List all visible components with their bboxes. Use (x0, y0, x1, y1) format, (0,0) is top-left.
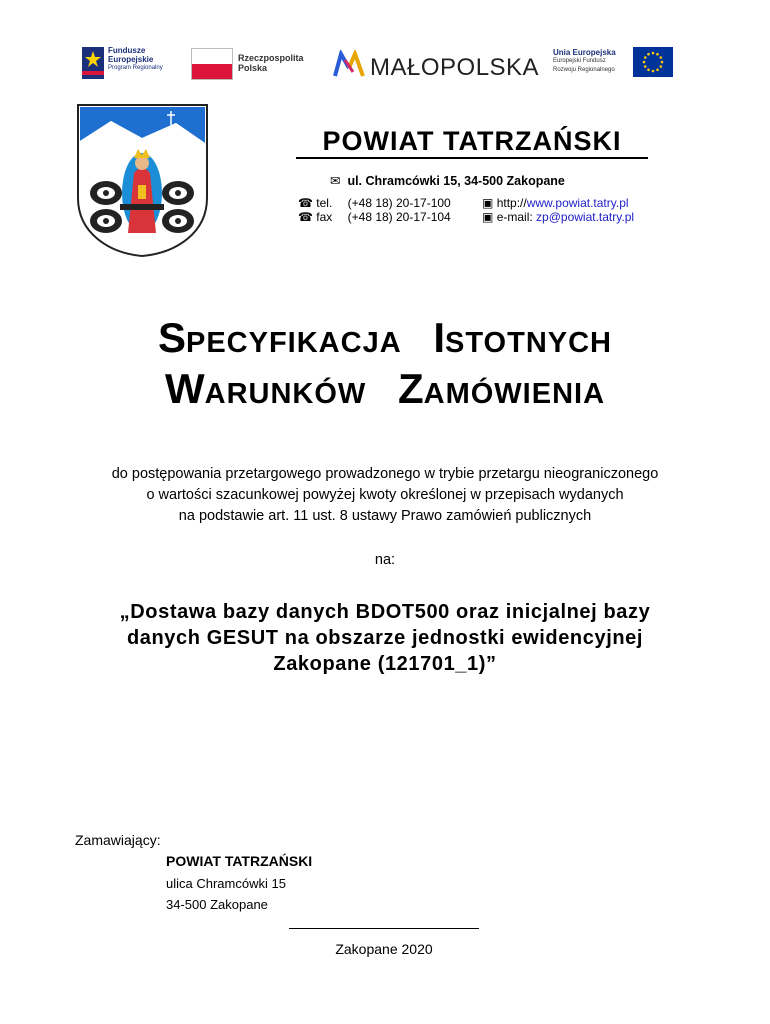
address-text: ul. Chramcówki 15, 34-500 Zakopane (347, 174, 565, 188)
org-name: POWIAT TATRZAŃSKI (322, 126, 622, 156)
email-label: e-mail: (496, 210, 533, 224)
order-subject (60, 599, 710, 677)
www-prefix: http:// (496, 196, 527, 210)
malopolska-logo-icon (333, 50, 365, 78)
email-link[interactable]: zp@powiat.tatry.pl (536, 210, 635, 224)
place-date: Zakopane 2020 (335, 941, 433, 957)
tel-label: tel. (316, 196, 333, 210)
org-rule (296, 157, 648, 159)
malopolska-name: MAŁOPOLSKA (370, 54, 540, 81)
contractor-name: POWIAT TATRZAŃSKI (166, 853, 313, 869)
subject-line3: Zakopane (121701_1)” (273, 653, 497, 675)
signature-line (289, 928, 479, 929)
www-link[interactable]: www.powiat.tatry.pl (526, 196, 629, 210)
desc-line1: do postępowania przetargowego prowadzonego w trybie przetargu nieograniczonego (111, 466, 659, 482)
desc-line3: na podstawie art. 11 ust. 8 ustawy Prawo zamówień publicznych (178, 508, 592, 524)
computer-icon: ▣ (482, 210, 494, 224)
fe-star-icon (80, 45, 106, 81)
tel-row (298, 196, 451, 210)
ue-line3: Rozwoju Regionalnego (553, 67, 615, 73)
eu-flag-icon (633, 47, 673, 77)
fax-label: fax (316, 210, 333, 224)
contractor-city: 34-500 Zakopane (166, 897, 268, 912)
coat-of-arms-icon (76, 103, 209, 258)
fax-row (298, 210, 451, 224)
subject-line2: danych GESUT na obszarze jednostki ewidencyjnej (126, 627, 644, 649)
tel-value: (+48 18) 20-17-100 (347, 196, 451, 210)
desc-line2: o wartości szacunkowej powyżej kwoty określonej w przepisach wydanych (146, 487, 624, 503)
fe-line3: Program Regionalny (108, 65, 163, 71)
subject-line1: „Dostawa bazy danych BDOT500 oraz inicjalnej bazy (119, 601, 651, 623)
phone-icon: ☎ (298, 196, 313, 210)
title-line2: WARUNKÓW ZAMÓWIENIA (164, 365, 606, 412)
title-line1: SPECYFIKACJA ISTOTNYCH (157, 314, 612, 361)
contractor-label: Zamawiający: (75, 832, 161, 848)
rp-line2: Polska (238, 63, 268, 73)
fe-line2: Europejskie (108, 55, 154, 64)
www-row (482, 196, 629, 210)
fax-icon: ☎ (298, 210, 313, 224)
fundusze-europejskie-logo (78, 42, 178, 86)
rp-line1: Rzeczpospolita (238, 53, 304, 63)
polish-flag-icon (191, 48, 233, 80)
address-line (330, 173, 565, 188)
email-row (482, 210, 634, 224)
ue-line2: Europejski Fundusz (553, 58, 606, 64)
logo-bar (78, 42, 678, 86)
fe-line1: Fundusze (108, 46, 146, 55)
contractor-street: ulica Chramcówki 15 (166, 876, 286, 891)
document-title (40, 315, 730, 417)
na-label: na: (374, 552, 396, 568)
ue-line1: Unia Europejska (553, 48, 616, 57)
fax-value: (+48 18) 20-17-104 (347, 210, 451, 224)
envelope-icon: ✉ (330, 174, 341, 188)
computer-icon: ▣ (482, 196, 494, 210)
procedure-description (40, 464, 730, 527)
